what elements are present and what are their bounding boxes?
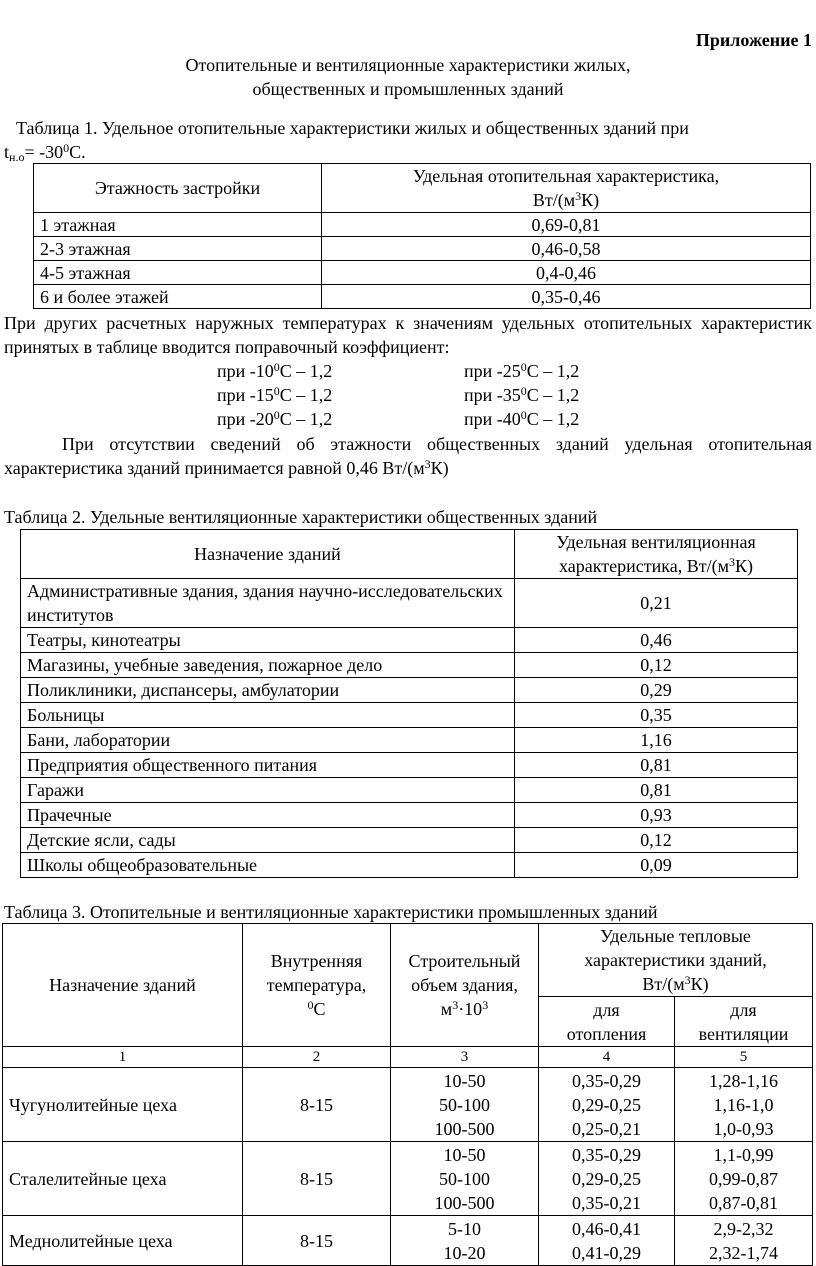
table3-header-purpose: Назначение зданий — [3, 924, 243, 1047]
heating-value: 0,35-0,29 — [572, 1144, 641, 1165]
table3-purpose-cell: Чугунолитейные цеха — [3, 1068, 243, 1142]
table1-header-row — [34, 164, 811, 213]
note-main: При отсутствии сведений об этажности общественных зданий удельная отопительная характеристика зданий принимается равной 0,46 Вт/(м — [4, 434, 812, 478]
table3-ventilation-cell — [675, 1068, 813, 1142]
table3-temp-cell: 8-15 — [243, 1068, 391, 1142]
table2-header-unit-end: К) — [734, 556, 753, 576]
table1-caption — [4, 116, 816, 140]
table3-ventilation-cell — [675, 1142, 813, 1216]
table1-caption-formula — [4, 140, 86, 164]
table2-header-unit-text: характеристика, Вт/(м — [559, 556, 729, 576]
correction-sup: 0 — [273, 384, 280, 398]
correction-sup: 0 — [273, 360, 280, 374]
table3-header-temp-sup: 0 — [307, 998, 314, 1012]
correction-post: С – 1,2 — [526, 361, 580, 381]
correction-item — [464, 383, 579, 407]
correction-post: С – 1,2 — [279, 361, 333, 381]
correction-pre: при -25 — [464, 361, 521, 381]
note-sup: 3 — [424, 457, 431, 471]
note-paragraph — [4, 432, 812, 480]
table3-header-volume — [391, 924, 539, 1047]
table2-header-row — [21, 530, 798, 579]
table3-header-spec-line1: Удельные тепловые — [600, 926, 751, 946]
table-row — [21, 579, 798, 628]
ventilation-value: 1,16-1,0 — [713, 1094, 774, 1115]
table3-header-temperature — [243, 924, 391, 1047]
table3-volume-cell — [391, 1142, 539, 1216]
heating-value: 0,29-0,25 — [572, 1094, 641, 1115]
table3-colnum: 4 — [539, 1047, 675, 1068]
table-row — [21, 828, 798, 853]
table3-header-spec-unit: Вт/(м — [642, 974, 685, 994]
table2-purpose-cell: Театры, кинотеатры — [21, 628, 515, 653]
table-row — [21, 728, 798, 753]
table-row — [21, 778, 798, 803]
table1-caption-main: Таблица 1. Удельное отопительные характеристики жилых и общественных зданий при — [16, 118, 689, 138]
table3-purpose-cell: Сталелитейные цеха — [3, 1142, 243, 1216]
corrections-right — [464, 359, 579, 431]
table2-header-purpose: Назначение зданий — [21, 530, 515, 579]
ventilation-value: 2,9-2,32 — [713, 1218, 774, 1239]
table2-value-cell: 0,12 — [515, 828, 798, 853]
table3-colnum: 2 — [243, 1047, 391, 1068]
document-title — [0, 53, 816, 101]
table1-caption-end: С. — [69, 142, 86, 162]
correction-intro: При других расчетных наружных температурах к значениям удельных отопительных характеристик принятых в таблице вводится поправочный коэффициент: — [4, 313, 812, 357]
ventilation-value: 1,1-0,99 — [713, 1144, 774, 1165]
table1-caption-sup: 0 — [63, 141, 70, 155]
correction-item — [464, 359, 579, 383]
table1 — [33, 163, 811, 309]
table2-purpose-cell: Детские ясли, сады — [21, 828, 515, 853]
table2 — [20, 529, 798, 878]
table3-purpose-cell: Меднолитейные цеха — [3, 1216, 243, 1266]
table3-header-vol-line2: объем здания, — [411, 975, 518, 995]
table2-value-cell: 0,46 — [515, 628, 798, 653]
table3-header-temp-line2: температура, — [266, 975, 367, 995]
table1-value-cell: 0,4-0,46 — [322, 261, 811, 285]
table1-value-cell: 0,46-0,58 — [322, 237, 811, 261]
table3-header-vol-m: м — [440, 999, 453, 1019]
volume-value: 100-500 — [434, 1118, 495, 1139]
correction-sup: 0 — [520, 360, 527, 374]
table3-heating-cell — [539, 1216, 675, 1266]
table3-header-spec-line2: характеристики зданий, — [584, 950, 767, 970]
correction-pre: при -20 — [217, 409, 274, 429]
table3-header-vent-line1: для — [730, 999, 757, 1020]
table3-header-vol-sup1: 3 — [452, 998, 459, 1012]
heating-value: 0,25-0,21 — [572, 1118, 641, 1139]
heating-value: 0,35-0,29 — [572, 1070, 641, 1091]
table3 — [2, 923, 813, 1266]
correction-item — [464, 407, 579, 431]
appendix-label: Приложение 1 — [695, 30, 812, 50]
ventilation-value: 1,28-1,16 — [709, 1070, 778, 1091]
table2-purpose-cell: Больницы — [21, 703, 515, 728]
table1-value-cell: 0,69-0,81 — [322, 213, 811, 237]
table3-header-temp-line1: Внутренняя — [270, 951, 363, 971]
correction-pre: при -40 — [464, 409, 521, 429]
table3-header-spec-sup: 3 — [684, 973, 691, 987]
table-row — [21, 703, 798, 728]
table3-temp-cell: 8-15 — [243, 1216, 391, 1266]
table3-caption: Таблица 3. Отопительные и вентиляционные характеристики промышленных зданий — [4, 902, 658, 922]
volume-value: 50-100 — [439, 1094, 490, 1115]
table3-header-vol-sup2: 3 — [482, 998, 489, 1012]
table2-value-cell: 0,29 — [515, 678, 798, 703]
table2-value-cell: 0,81 — [515, 753, 798, 778]
table3-header-spec-line3 — [545, 972, 806, 996]
volume-value: 10-20 — [443, 1242, 486, 1263]
table-row — [3, 1068, 813, 1142]
correction-post: С – 1,2 — [526, 409, 580, 429]
table3-header-heat-line2: отопления — [566, 1023, 647, 1044]
note-end: К) — [430, 458, 449, 478]
table3-header-specific — [539, 924, 813, 997]
correction-pre: при -10 — [217, 361, 274, 381]
volume-value: 10-50 — [443, 1070, 486, 1091]
table-row — [21, 628, 798, 653]
table3-heating-cell — [539, 1068, 675, 1142]
correction-sup: 0 — [273, 408, 280, 422]
heating-value: 0,41-0,29 — [572, 1242, 641, 1263]
correction-pre: при -15 — [217, 385, 274, 405]
table2-value-cell: 0,35 — [515, 703, 798, 728]
table2-purpose-cell: Школы общеобразовательные — [21, 853, 515, 878]
table2-value-cell: 0,93 — [515, 803, 798, 828]
corrections-left — [217, 359, 332, 431]
table3-header-spec-end: К) — [690, 974, 709, 994]
correction-post: С – 1,2 — [279, 409, 333, 429]
ventilation-value: 0,87-0,81 — [709, 1192, 778, 1213]
table1-value-cell: 0,35-0,46 — [322, 285, 811, 309]
table-row — [21, 678, 798, 703]
ventilation-value: 1,0-0,93 — [713, 1118, 774, 1139]
table3-header-vent-line2: вентиляции — [698, 1023, 789, 1044]
table-row — [21, 853, 798, 878]
heating-value: 0,29-0,25 — [572, 1168, 641, 1189]
table2-value-cell: 0,81 — [515, 778, 798, 803]
correction-post: С – 1,2 — [279, 385, 333, 405]
table1-header-unit-sup: 3 — [575, 189, 582, 203]
table2-caption: Таблица 2. Удельные вентиляционные характеристики общественных зданий — [4, 507, 598, 527]
table3-volume-cell — [391, 1216, 539, 1266]
volume-value: 5-10 — [448, 1218, 481, 1239]
correction-item — [217, 383, 332, 407]
correction-sup: 0 — [520, 408, 527, 422]
table1-header-value-unit — [328, 188, 804, 212]
correction-sup: 0 — [520, 384, 527, 398]
document-title-line2: общественных и промышленных зданий — [252, 79, 564, 99]
volume-value: 100-500 — [434, 1192, 495, 1213]
table1-caption-t: t — [4, 142, 10, 162]
table1-header-unit-text: Вт/(м — [532, 190, 576, 210]
table1-header-value-line1: Удельная отопительная характеристика, — [412, 166, 720, 186]
table3-colnum: 5 — [675, 1047, 813, 1068]
table3-column-numbers-row — [3, 1047, 813, 1068]
table1-header-unit-end: К) — [581, 190, 600, 210]
table3-header-temp-unit: С — [313, 999, 326, 1019]
ventilation-value: 0,99-0,87 — [709, 1168, 778, 1189]
ventilation-value: 2,32-1,74 — [709, 1242, 778, 1263]
table3-colnum: 1 — [3, 1047, 243, 1068]
table-row — [3, 1142, 813, 1216]
table-row — [3, 1216, 813, 1266]
heating-value: 0,35-0,21 — [572, 1192, 641, 1213]
volume-value: 50-100 — [439, 1168, 490, 1189]
table2-value-cell: 0,21 — [515, 579, 798, 628]
table3-header-ventilation — [675, 997, 813, 1047]
table2-purpose-cell: Гаражи — [21, 778, 515, 803]
table1-header-value — [322, 164, 811, 213]
table2-value-cell: 1,16 — [515, 728, 798, 753]
table2-purpose-cell: Магазины, учебные заведения, пожарное дело — [21, 653, 515, 678]
table2-purpose-cell: Поликлиники, диспансеры, амбулатории — [21, 678, 515, 703]
table1-floors-cell: 6 и более этажей — [34, 285, 322, 309]
correction-post: С – 1,2 — [526, 385, 580, 405]
table1-floors-cell: 1 этажная — [34, 213, 322, 237]
table2-value-cell: 0,09 — [515, 853, 798, 878]
table2-header-value-line1: Удельная вентиляционная — [556, 532, 756, 552]
table2-purpose-cell: Административные здания, здания научно-исследовательских институтов — [21, 579, 515, 628]
volume-value: 10-50 — [443, 1144, 486, 1165]
table2-purpose-cell: Предприятия общественного питания — [21, 753, 515, 778]
table2-header-unit-sup: 3 — [728, 555, 735, 569]
table3-header-temp-line3 — [249, 997, 384, 1021]
correction-item — [217, 359, 332, 383]
table2-purpose-cell: Прачечные — [21, 803, 515, 828]
table-row — [34, 213, 811, 237]
table3-temp-cell: 8-15 — [243, 1142, 391, 1216]
correction-pre: при -35 — [464, 385, 521, 405]
correction-item — [217, 407, 332, 431]
table1-floors-cell: 2-3 этажная — [34, 237, 322, 261]
table2-header-value-line2 — [521, 554, 791, 578]
table3-ventilation-cell — [675, 1216, 813, 1266]
table3-header-vol-line1: Строительный — [408, 951, 521, 971]
table3-header-row — [3, 924, 813, 997]
heating-value: 0,46-0,41 — [572, 1218, 641, 1239]
table3-header-heating — [539, 997, 675, 1047]
table-row — [21, 653, 798, 678]
document-title-line1: Отопительные и вентиляционные характеристики жилых, — [185, 55, 631, 75]
table3-header-vol-mid: ·10 — [458, 999, 483, 1019]
table3-heating-cell — [539, 1142, 675, 1216]
table3-header-vol-line3 — [397, 997, 532, 1021]
table3-volume-cell — [391, 1068, 539, 1142]
table1-caption-sub: н.о — [9, 150, 25, 164]
table-row — [34, 261, 811, 285]
table1-caption-eq: = -30 — [24, 142, 64, 162]
table1-floors-cell: 4-5 этажная — [34, 261, 322, 285]
table3-colnum: 3 — [391, 1047, 539, 1068]
table2-header-value — [515, 530, 798, 579]
table2-purpose-cell: Бани, лаборатории — [21, 728, 515, 753]
table-row — [34, 285, 811, 309]
table-row — [21, 753, 798, 778]
table-row — [34, 237, 811, 261]
table1-header-floors: Этажность застройки — [34, 164, 322, 213]
table-row — [21, 803, 798, 828]
table3-header-heat-line1: для — [593, 999, 620, 1020]
table2-value-cell: 0,12 — [515, 653, 798, 678]
